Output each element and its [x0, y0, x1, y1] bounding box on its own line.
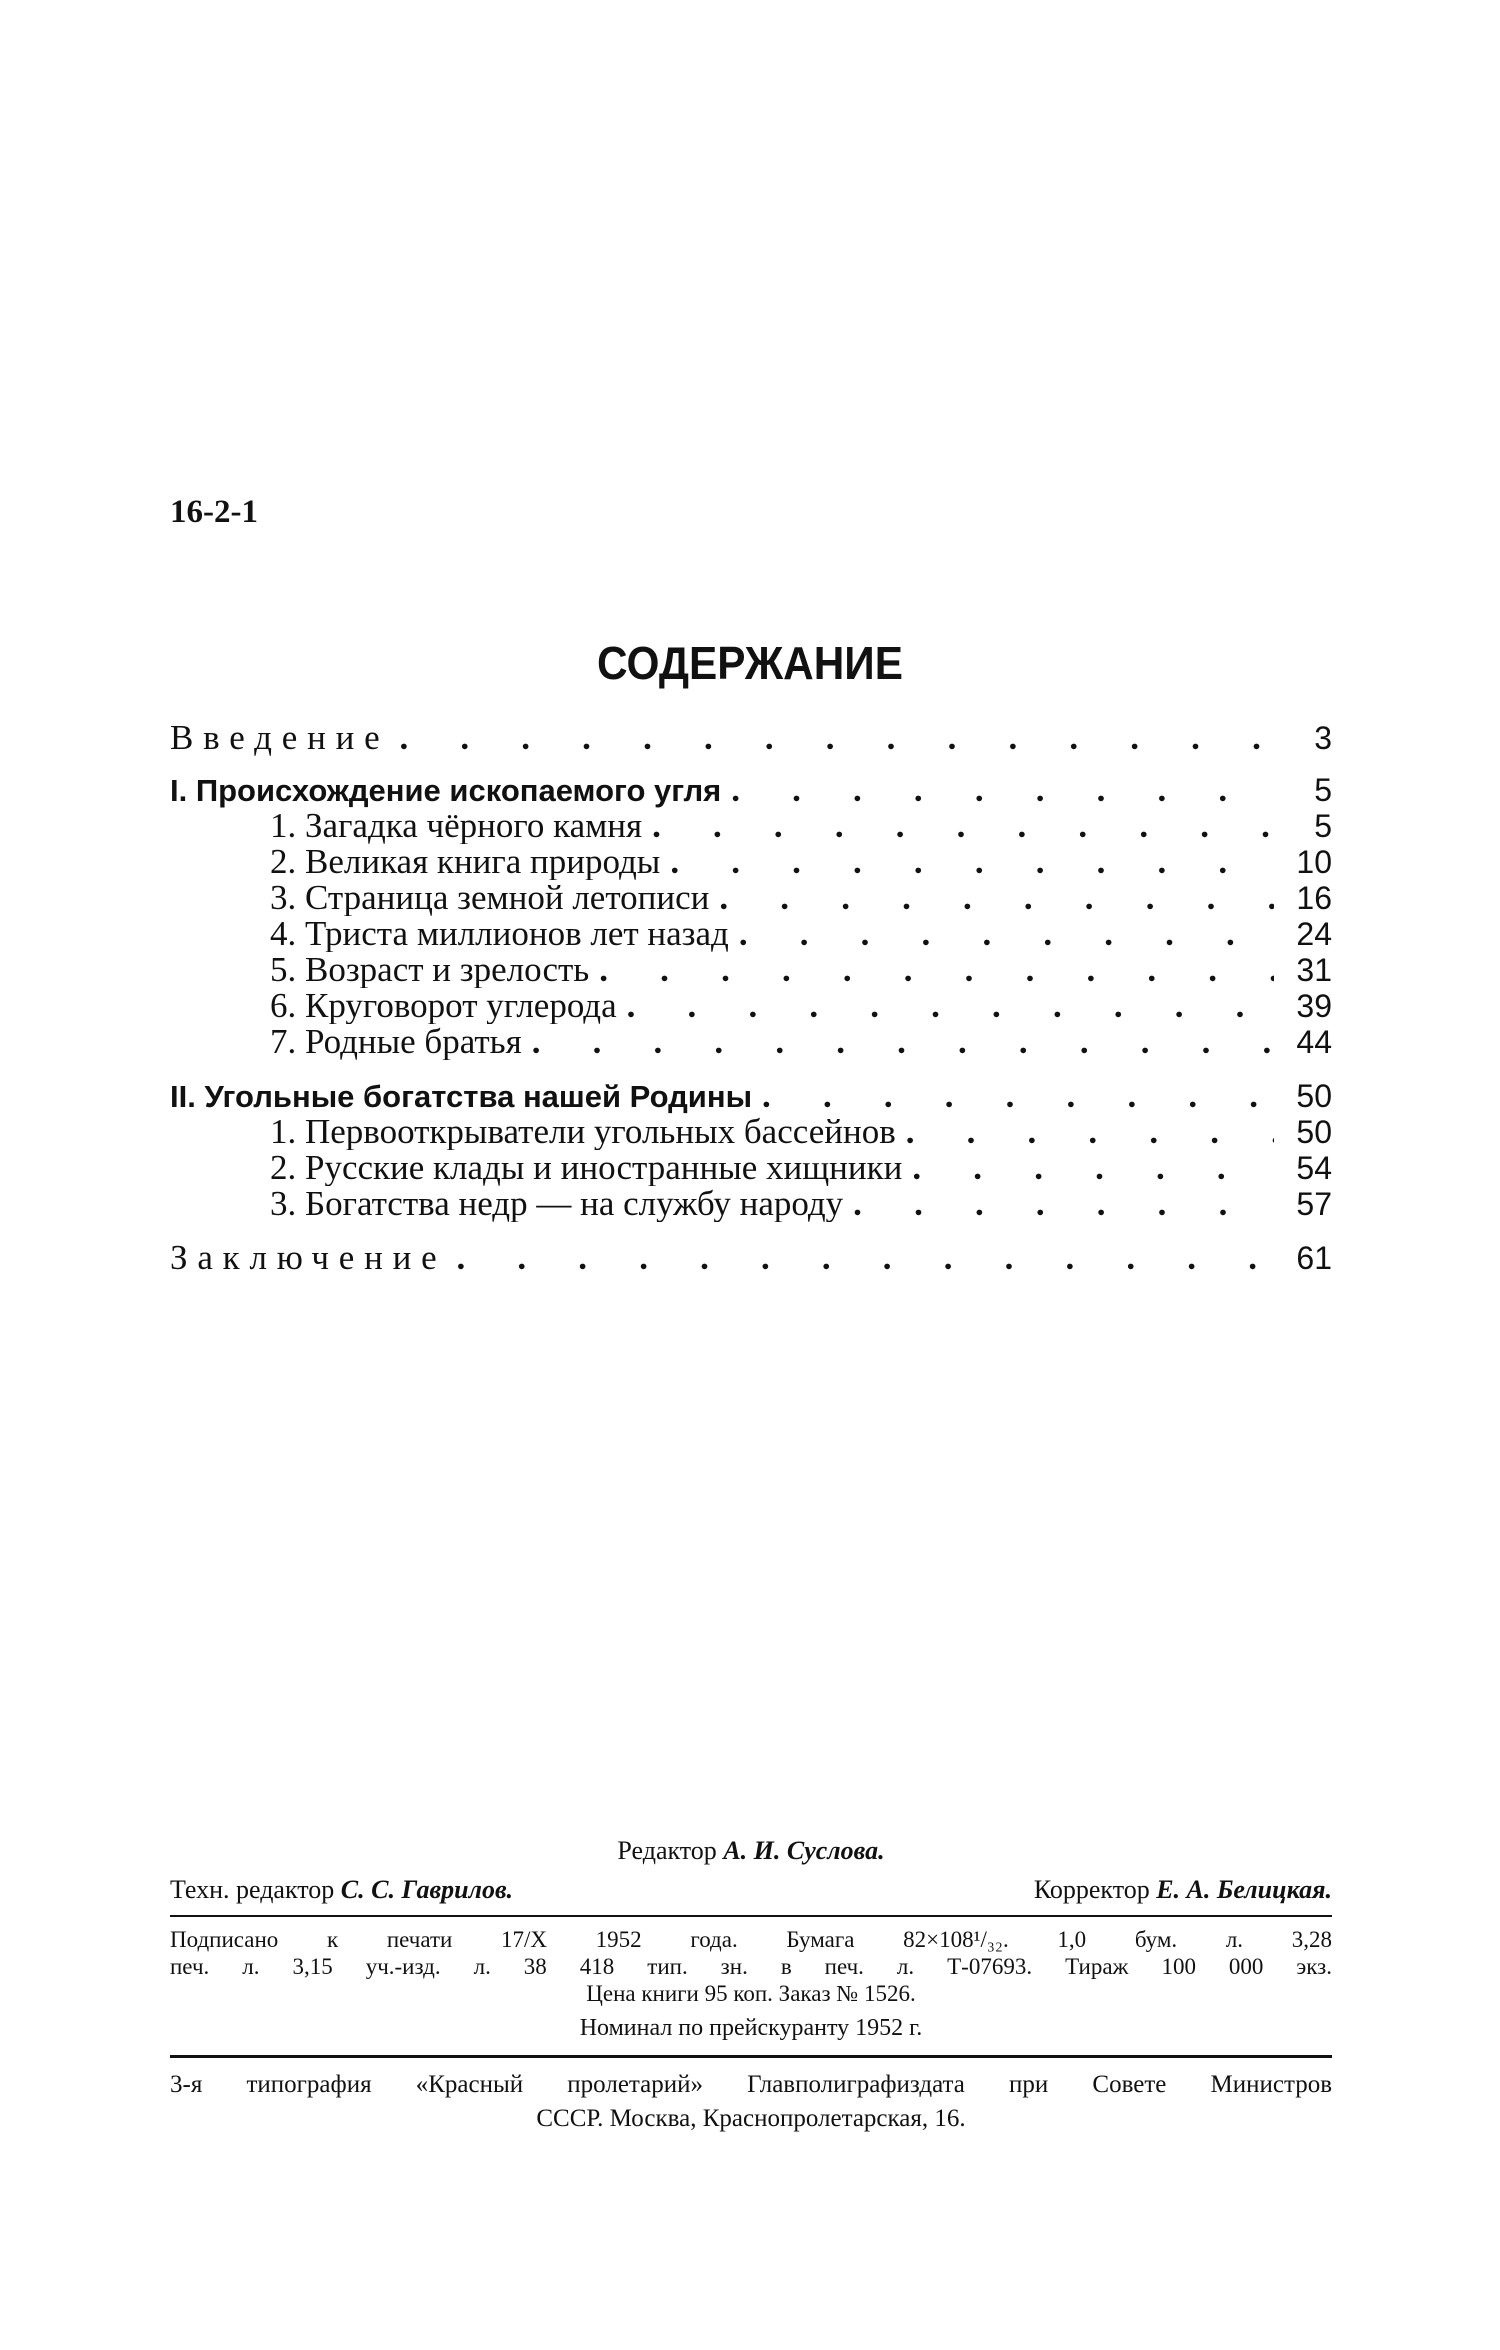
pub-details-line: печ. л. 3,15 уч.-изд. л. 38 418 тип. зн. в печ. л. Т-07693. Тираж 100 000 экз.	[170, 1954, 1332, 1979]
toc-chapter[interactable]	[170, 988, 1332, 1024]
toc-chapter-label: 4. Триста миллионов лет назад	[270, 916, 729, 952]
tech-editor-label: Техн. редактор	[170, 1875, 335, 1904]
corrector-label: Корректор	[1033, 1875, 1150, 1904]
nominal-price-line: Номинал по прейскуранту 1952 г.	[579, 2015, 923, 2041]
dot-leader	[589, 952, 1274, 988]
toc-entry-label: Введение	[170, 720, 390, 756]
divider-rule	[170, 1915, 1332, 1917]
publication-details	[170, 1926, 1332, 2042]
toc-page-number: 57	[1296, 1186, 1332, 1222]
toc-chapter[interactable]	[170, 1114, 1332, 1150]
toc-chapter-label: 1. Загадка чёрного камня	[270, 808, 643, 844]
toc-chapter[interactable]	[170, 880, 1332, 916]
tech-editor-name: С. С. Гаврилов.	[340, 1875, 514, 1904]
toc-part-label: II. Угольные богатства нашей Родины	[170, 1079, 753, 1114]
table-of-contents	[170, 720, 1332, 1276]
dot-leader	[752, 1078, 1274, 1114]
toc-page-number: 5	[1314, 808, 1332, 844]
dot-leader	[642, 808, 1274, 844]
toc-page-number: 44	[1296, 1024, 1332, 1060]
printer-info	[170, 2068, 1332, 2136]
toc-page-number: 50	[1296, 1078, 1332, 1114]
dot-leader	[729, 916, 1274, 952]
classification-code: 16-2-1	[170, 494, 258, 530]
toc-part-1[interactable]	[170, 772, 1332, 808]
toc-chapter[interactable]	[170, 952, 1332, 988]
dot-leader	[617, 988, 1274, 1024]
toc-chapter-label: 2. Русские клады и иностранные хищники	[270, 1150, 903, 1186]
dot-leader	[721, 772, 1274, 808]
dot-leader	[902, 1150, 1274, 1186]
printer-line: 3-я типография «Красный пролетарий» Главполиграфиздата при Совете Министров	[170, 2071, 1332, 2098]
toc-part-2[interactable]	[170, 1078, 1332, 1114]
toc-chapter-label: 3. Богатства недр — на службу народу	[270, 1186, 844, 1222]
dot-leader	[709, 880, 1274, 916]
toc-page-number: 50	[1296, 1114, 1332, 1150]
pub-details-line: Подписано к печати 17/X 1952 года. Бумага 82×108¹/₃₂. 1,0 бум. л. 3,28	[170, 1927, 1332, 1952]
dot-leader	[522, 1024, 1274, 1060]
toc-page-number: 3	[1314, 720, 1332, 756]
editor-label: Редактор	[617, 1836, 717, 1865]
toc-part-label: I. Происхождение ископаемого угля	[170, 773, 722, 808]
toc-chapter-label: 2. Великая книга природы	[270, 844, 661, 880]
editor-name: А. И. Суслова.	[723, 1836, 885, 1865]
dot-leader	[389, 720, 1274, 756]
toc-page-number: 61	[1296, 1240, 1332, 1276]
toc-chapter-label: 1. Первооткрыватели угольных бассейнов	[270, 1114, 896, 1150]
tech-editor-credit	[170, 1875, 513, 1905]
toc-chapter-label: 5. Возраст и зрелость	[270, 952, 590, 988]
tech-credits	[170, 1875, 1332, 1905]
toc-chapter[interactable]	[170, 1186, 1332, 1222]
editor-credit	[170, 1836, 1332, 1866]
toc-entry-label: Заключение	[170, 1240, 447, 1276]
toc-chapter-label: 7. Родные братья	[270, 1024, 522, 1060]
price-order-line: Цена книги 95 коп. Заказ № 1526.	[586, 1981, 916, 2006]
toc-page-number: 5	[1314, 772, 1332, 808]
toc-chapter-label: 6. Круговорот углерода	[270, 988, 617, 1024]
toc-page-number: 10	[1296, 844, 1332, 880]
toc-chapter-label: 3. Страница земной летописи	[270, 880, 710, 916]
toc-page-number: 16	[1296, 880, 1332, 916]
printer-address: СССР. Москва, Краснопролетарская, 16.	[536, 2105, 966, 2132]
toc-page-number: 24	[1296, 916, 1332, 952]
toc-chapter[interactable]	[170, 1150, 1332, 1186]
dot-leader	[660, 844, 1274, 880]
dot-leader	[843, 1186, 1274, 1222]
toc-page-number: 54	[1296, 1150, 1332, 1186]
toc-page-number: 31	[1296, 952, 1332, 988]
toc-entry-conclusion[interactable]	[170, 1240, 1332, 1276]
divider-rule	[170, 2055, 1332, 2058]
corrector-name: Е. А. Белицкая.	[1156, 1875, 1332, 1904]
toc-chapter[interactable]	[170, 808, 1332, 844]
toc-page-number: 39	[1296, 988, 1332, 1024]
corrector-credit	[1034, 1875, 1332, 1905]
toc-chapter[interactable]	[170, 916, 1332, 952]
toc-entry-introduction[interactable]	[170, 720, 1332, 756]
dot-leader	[447, 1240, 1275, 1276]
toc-chapter[interactable]	[170, 844, 1332, 880]
toc-chapter[interactable]	[170, 1024, 1332, 1060]
toc-title: СОДЕРЖАНИЕ	[597, 637, 903, 689]
dot-leader	[896, 1114, 1274, 1150]
